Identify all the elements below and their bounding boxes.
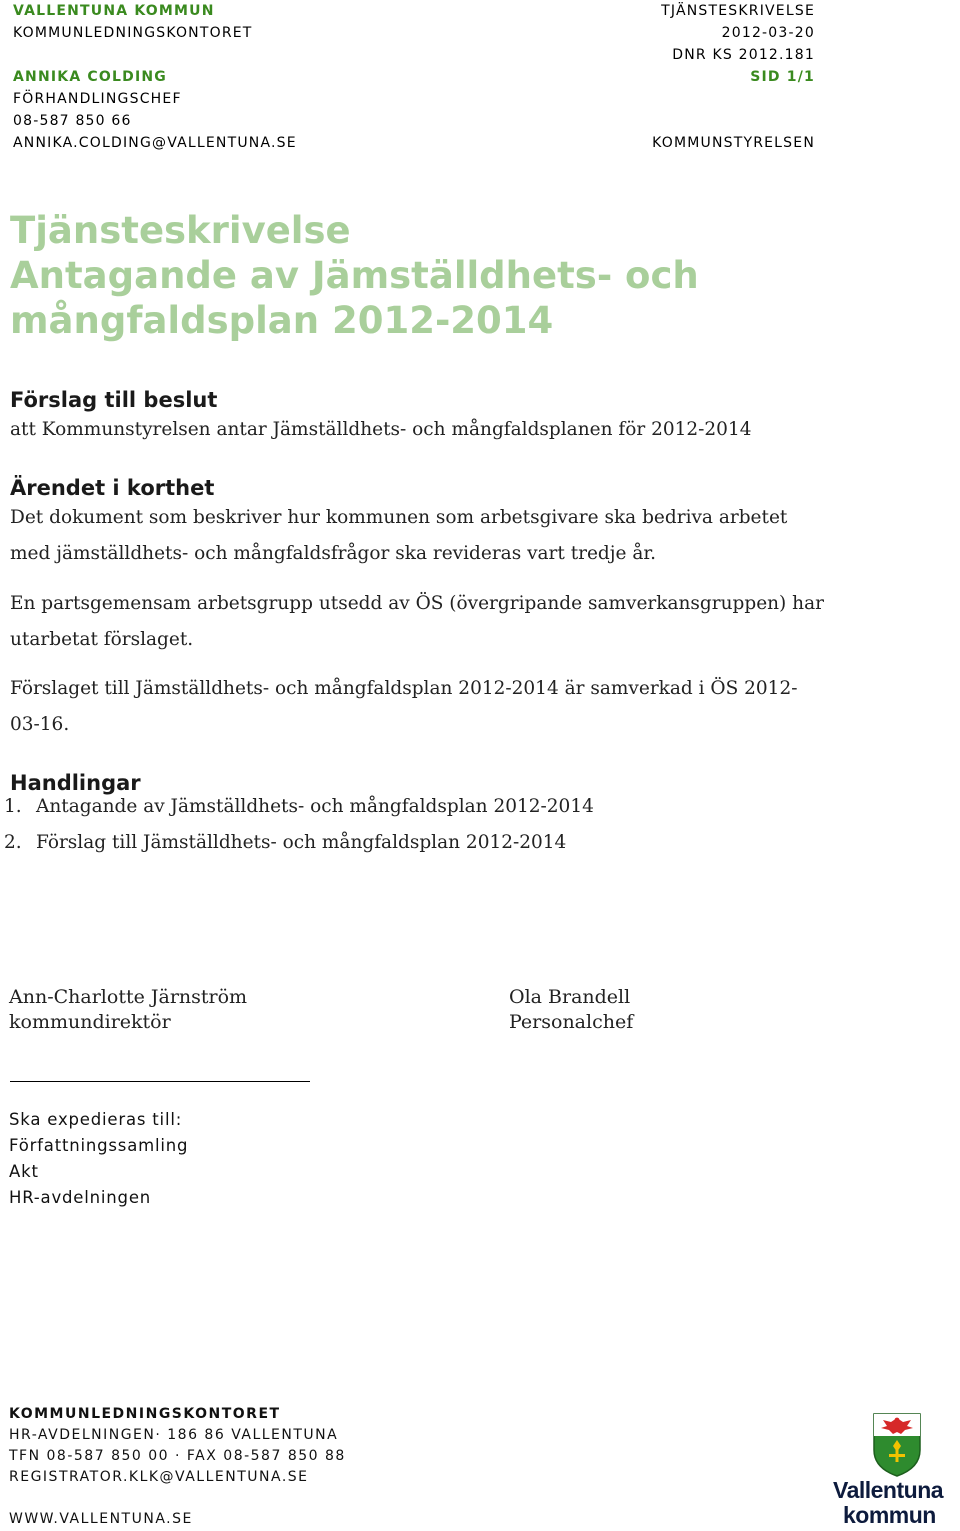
summary-p2-line2: utarbetat förslaget. (10, 629, 194, 650)
recipient: KOMMUNSTYRELSEN (652, 135, 815, 151)
doc-date: 2012-03-20 (721, 25, 815, 41)
signature-left (9, 985, 247, 1035)
signature-right (509, 985, 633, 1035)
logo-line-2: kommun (843, 1502, 936, 1528)
author-phone: 08-587 850 66 (13, 113, 132, 129)
author-name: ANNIKA COLDING (13, 69, 167, 85)
documents-heading: Handlingar (10, 771, 141, 795)
proposal-heading: Förslag till beslut (10, 388, 218, 412)
proposal-text: att Kommunstyrelsen antar Jämställdhets- och mångfaldsplanen för 2012-2014 (10, 419, 752, 440)
summary-p1-line1: Det dokument som beskriver hur kommunen som arbetsgivare ska bedriva arbetet (10, 507, 788, 528)
signer-title: Personalchef (509, 1011, 634, 1033)
distribution-list (9, 1107, 188, 1211)
summary-p1-line2: med jämställdhets- och mångfaldsfrågor ska revideras vart tredje år. (10, 543, 657, 564)
signer-name: Ann-Charlotte Järnström (9, 986, 248, 1008)
documents-item-number: 1. (4, 796, 22, 817)
doc-type: TJÄNSTESKRIVELSE (661, 3, 815, 19)
summary-heading: Ärendet i korthet (10, 476, 215, 500)
logo-line-1: Vallentuna (833, 1477, 944, 1503)
documents-item-text: Antagande av Jämställdhets- och mångfaldsplan 2012-2014 (36, 796, 594, 817)
doc-dnr: DNR KS 2012.181 (672, 47, 815, 63)
org-name: VALLENTUNA KOMMUN (13, 3, 215, 19)
title-line-3: mångfaldsplan 2012-2014 (10, 299, 554, 342)
author-title: FÖRHANDLINGSCHEF (13, 91, 182, 107)
author-email: ANNIKA.COLDING@VALLENTUNA.SE (13, 135, 297, 151)
logo-wordmark (833, 1478, 960, 1528)
title-line-1: Tjänsteskrivelse (10, 209, 351, 252)
distribution-item: HR-avdelningen (9, 1188, 152, 1207)
footer-email[interactable]: REGISTRATOR.KLK@VALLENTUNA.SE (9, 1469, 309, 1485)
page-number: SID 1/1 (750, 69, 815, 85)
documents-item-number: 2. (4, 832, 22, 853)
footer-website[interactable]: WWW.VALLENTUNA.SE (9, 1511, 193, 1527)
distribution-item: Akt (9, 1162, 39, 1181)
footer-address: HR-AVDELNINGEN· 186 86 VALLENTUNA (9, 1427, 339, 1443)
documents-item-text: Förslag till Jämställdhets- och mångfaldsplan 2012-2014 (36, 832, 567, 853)
signer-title: kommundirektör (9, 1011, 171, 1033)
document-title (10, 208, 699, 343)
footer-office: KOMMUNLEDNINGSKONTORET (9, 1406, 281, 1422)
documents-item (4, 832, 566, 853)
vallentuna-logo (833, 1410, 960, 1531)
summary-p2-line1: En partsgemensam arbetsgrupp utsedd av ÖS (övergripande samverkansgruppen) har (10, 593, 824, 614)
divider-rule (10, 1081, 310, 1082)
title-line-2: Antagande av Jämställdhets- och (10, 254, 699, 297)
distribution-heading: Ska expedieras till: (9, 1110, 183, 1129)
footer-phones: TFN 08-587 850 00 · FAX 08-587 850 88 (9, 1448, 346, 1464)
department: KOMMUNLEDNINGSKONTORET (13, 25, 253, 41)
coat-of-arms-icon (833, 1410, 960, 1480)
documents-item (4, 796, 594, 817)
summary-p3-line2: 03-16. (10, 714, 70, 735)
summary-p3-line1: Förslaget till Jämställdhets- och mångfaldsplan 2012-2014 är samverkad i ÖS 2012- (10, 678, 798, 699)
distribution-item: Författningssamling (9, 1136, 189, 1155)
signer-name: Ola Brandell (509, 986, 631, 1008)
